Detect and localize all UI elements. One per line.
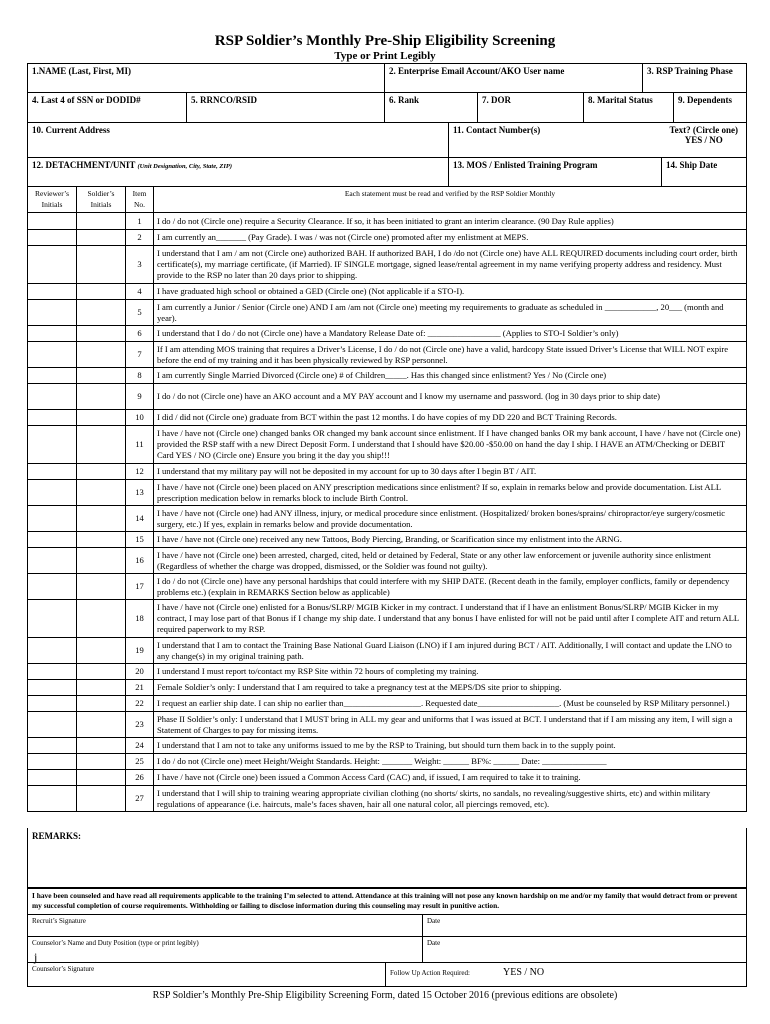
soldier-initials-cell[interactable] (77, 532, 126, 548)
ssn-field[interactable] (28, 93, 187, 123)
statement-row (28, 738, 747, 754)
statement-text: I have / have not (Circle one) received any new Tattoos, Body Piercing, Branding, or Scarification since my enlistment into the ARNG. (154, 532, 747, 548)
soldier-initials-cell[interactable] (77, 342, 126, 368)
reviewer-initials-cell[interactable] (28, 326, 77, 342)
statement-row (28, 213, 747, 230)
detachment-note: (Unit Designation, City, State, ZIP) (137, 163, 232, 170)
email-field[interactable] (385, 64, 643, 93)
soldier-initials-cell[interactable] (77, 300, 126, 326)
soldier-initials-cell[interactable] (77, 786, 126, 812)
soldier-initials-cell[interactable] (77, 410, 126, 426)
item-number: 12 (126, 464, 154, 480)
statement-text: I have / have not (Circle one) been issued a Common Access Card (CAC) and, if issued, I am required to take it to training. (154, 770, 747, 786)
form-footer: RSP Soldier’s Monthly Pre-Ship Eligibility Screening Form, dated 15 October 2016 (previous editions are obsolete) (152, 990, 618, 1001)
item-number: 10 (126, 410, 154, 426)
text-yes-no: YES / NO (684, 135, 723, 145)
item-number: 1 (126, 213, 154, 230)
reviewer-initials-cell[interactable] (28, 754, 77, 770)
soldier-initials-cell[interactable] (77, 464, 126, 480)
soldier-initials-cell[interactable] (77, 680, 126, 696)
address-label: 10. Current Address (32, 125, 110, 135)
reviewer-initials-cell[interactable] (28, 284, 77, 300)
item-number: 15 (126, 532, 154, 548)
item-number: 26 (126, 770, 154, 786)
soldier-initials-cell[interactable] (77, 664, 126, 680)
reviewer-initials-cell[interactable] (28, 410, 77, 426)
statement-text: I have / have not (Circle one) had ANY illness, injury, or medical procedure since enlistment. (Hospitalized/ broken bones/sprains/ chiropractor/eye surgery/cosmetic surgery, etc.) If yes, explain in remarks below and provide documentation. (154, 506, 747, 532)
reviewer-initials-cell[interactable] (28, 384, 77, 410)
reviewer-initials-cell[interactable] (28, 480, 77, 506)
statement-row (28, 384, 747, 410)
text-option[interactable] (662, 123, 747, 158)
statement-text: I have / have not (Circle one) changed banks OR changed my bank account since enlistment. If I have changed banks OR my bank account, I have / have not (Circle one) provided the RSP staff with a new Direct Deposit Form. I understand that I should have $20.00 -$50.00 on hand the day I ship. I HAVE an ATM/Checking or DEBIT Card YES / NO (Circle one) Ensure you bring it the day you ship!!! (154, 426, 747, 464)
recruit-signature-row (27, 915, 747, 937)
statement-row (28, 664, 747, 680)
statement-row (28, 506, 747, 532)
statement-row (28, 326, 747, 342)
dependents-field[interactable] (674, 93, 747, 123)
remarks-box[interactable] (27, 828, 747, 888)
item-number: 14 (126, 506, 154, 532)
counselor-signature-row (27, 963, 747, 987)
statement-text: I understand that I am not to take any uniforms issued to me by the RSP to Training, but should turn them back in to the supply point. (154, 738, 747, 754)
rrnco-field[interactable] (187, 93, 385, 123)
item-number: 24 (126, 738, 154, 754)
soldier-initials-cell[interactable] (77, 696, 126, 712)
header-row-1 (27, 63, 747, 93)
counselor-name-label: Counselor’s Name and Duty Position (type or print legibly) (32, 939, 199, 947)
soldier-initials-cell[interactable] (77, 638, 126, 664)
date-label-2: Date (427, 939, 441, 947)
reviewer-initials-cell[interactable] (28, 246, 77, 284)
form-title: RSP Soldier’s Monthly Pre-Ship Eligibility Screening (214, 33, 556, 49)
soldier-column-header: Soldier’s Initials (77, 187, 126, 213)
soldier-initials-cell[interactable] (77, 754, 126, 770)
statements-header-row (28, 187, 747, 213)
statement-row (28, 246, 747, 284)
counselor-name-row (27, 937, 747, 963)
detachment-field[interactable] (28, 158, 449, 187)
counselor-signature-label: Counselor’s Signature (32, 965, 95, 973)
reviewer-initials-cell[interactable] (28, 600, 77, 638)
soldier-initials-cell[interactable] (77, 738, 126, 754)
mos-field[interactable] (449, 158, 662, 187)
statement-text: I have / have not (Circle one) enlisted for a Bonus/SLRP/ MGIB Kicker in my contract. I understand that if I have an enlistment Bonus/SLRP/ MGIB Kicker in my contract, I may lose part of that Bonus if I change my ship date. I understand that any bonus I have enlisted for will not be paid until after I complete AIT and return ALL required paperwork to my RSP. (154, 600, 747, 638)
statement-row (28, 284, 747, 300)
statement-text: I am currently an_______ (Pay Grade). I was / was not (Circle one) promoted after my enlistment at MEPS. (154, 230, 747, 246)
acknowledgement-text: I have been counseled and have read all requirements applicable to the training I’m selected to attend. Attendance at this training will not pose any known hardship on me and/or my family that would detract from or prevent my successful completion of course requirements. Withholding or failing to disclose information during this counseling may result in punitive action. (27, 888, 747, 915)
soldier-initials-cell[interactable] (77, 384, 126, 410)
statement-text: I understand that I will ship to training wearing appropriate civilian clothing (no shorts/ skirts, no sandals, no revealing/suggestive shirts, etc) and within military regulations of appearance (i.e. haircuts, male’s faces shaven, hair all one natural color, all piercings removed, etc). (154, 786, 747, 812)
reviewer-initials-cell[interactable] (28, 506, 77, 532)
ship-date-field[interactable] (662, 158, 747, 187)
soldier-initials-cell[interactable] (77, 480, 126, 506)
reviewer-initials-cell[interactable] (28, 712, 77, 738)
reviewer-initials-cell[interactable] (28, 548, 77, 574)
item-number: 4 (126, 284, 154, 300)
reviewer-initials-cell[interactable] (28, 464, 77, 480)
statement-text: I request an earlier ship date. I can ship no earlier than__________________. Requested date___________________. (Must be counseled by RSP Military personnel.) (154, 696, 747, 712)
rank-field[interactable] (385, 93, 478, 123)
statement-text: I do / do not (Circle one) have any personal hardships that could interfere with my SHIP DATE. (Recent death in the family, employer conflicts, family or dependency problems etc.) (explain in REMARKS Section below as applicable) (154, 574, 747, 600)
statement-text: I have / have not (Circle one) been arrested, charged, cited, held or detained by Federal, State or any other law enforcement or juvenile authority since enlistment (Regardless of whether the charge was dropped, dismissed, or the Soldier was found not guilty). (154, 548, 747, 574)
contact-field[interactable] (449, 123, 662, 158)
form-subtitle: Type or Print Legibly (334, 50, 436, 62)
item-number: 6 (126, 326, 154, 342)
reviewer-initials-cell[interactable] (28, 342, 77, 368)
statement-row (28, 368, 747, 384)
statement-row (28, 786, 747, 812)
soldier-initials-cell[interactable] (77, 548, 126, 574)
item-number: 27 (126, 786, 154, 812)
reviewer-initials-cell[interactable] (28, 664, 77, 680)
item-number: 21 (126, 680, 154, 696)
dependents-label: 9. Dependents (678, 95, 733, 105)
recruit-signature-label: Recruit’s Signature (32, 917, 86, 925)
item-number: 11 (126, 426, 154, 464)
statement-row (28, 680, 747, 696)
statement-text: I understand that I am to contact the Training Base National Guard Liaison (LNO) if I am injured during BCT / AIT. Additionally, I will contact and update the LNO to any change(s) in my original training path. (154, 638, 747, 664)
statement-row (28, 638, 747, 664)
statement-text: I understand that my military pay will not be deposited in my account for up to 30 days after I begin BT / AIT. (154, 464, 747, 480)
item-number: 23 (126, 712, 154, 738)
item-number: 5 (126, 300, 154, 326)
item-number: 19 (126, 638, 154, 664)
soldier-initials-cell[interactable] (77, 284, 126, 300)
ssn-label: 4. Last 4 of SSN or DODID# (32, 95, 141, 105)
statement-text: I have graduated high school or obtained a GED (Circle one) (Not applicable if a STO-I). (154, 284, 747, 300)
statement-text: I understand that I do / do not (Circle one) have a Mandatory Release Date of: _________________ (Applies to STO-I Soldier’s only) (154, 326, 747, 342)
item-number: 17 (126, 574, 154, 600)
reviewer-initials-cell[interactable] (28, 574, 77, 600)
statement-row (28, 600, 747, 638)
statement-row (28, 230, 747, 246)
soldier-initials-cell[interactable] (77, 368, 126, 384)
reviewer-initials-cell[interactable] (28, 696, 77, 712)
follow-up-yes-no[interactable]: YES / NO (503, 967, 545, 978)
soldier-initials-cell[interactable] (77, 506, 126, 532)
statement-text: I am currently a Junior / Senior (Circle one) AND I am /am not (Circle one) meeting my requirements to graduate as scheduled in ____________, 20___ (month and year). (154, 300, 747, 326)
remarks-label: REMARKS: (32, 831, 81, 841)
statement-row (28, 464, 747, 480)
name-field[interactable] (28, 64, 385, 93)
statement-row (28, 410, 747, 426)
statement-row (28, 770, 747, 786)
soldier-initials-cell[interactable] (77, 574, 126, 600)
date-label-1: Date (427, 917, 441, 925)
reviewer-initials-cell[interactable] (28, 532, 77, 548)
reviewer-initials-cell[interactable] (28, 426, 77, 464)
header-row-2 (27, 92, 747, 123)
mos-label: 13. MOS / Enlisted Training Program (453, 160, 598, 170)
header-row-3 (27, 122, 747, 158)
statement-text: Female Soldier’s only: I understand that I am required to take a pregnancy test at the MEPS/DS site prior to shipping. (154, 680, 747, 696)
rrnco-label: 5. RRNCO/RSID (191, 95, 258, 105)
soldier-initials-cell[interactable] (77, 213, 126, 230)
reviewer-initials-cell[interactable] (28, 300, 77, 326)
statement-column-header: Each statement must be read and verified by the RSP Soldier Monthly (154, 187, 747, 213)
item-number: 16 (126, 548, 154, 574)
statement-row (28, 754, 747, 770)
soldier-initials-cell[interactable] (77, 770, 126, 786)
item-number: 7 (126, 342, 154, 368)
phase-field[interactable] (643, 64, 747, 93)
statement-row (28, 426, 747, 464)
follow-up-label: Follow Up Action Required: (390, 969, 470, 977)
statement-row (28, 300, 747, 326)
reviewer-initials-cell[interactable] (28, 680, 77, 696)
counselor-name-value[interactable]: j (34, 950, 38, 964)
reviewer-initials-cell[interactable] (28, 213, 77, 230)
soldier-initials-cell[interactable] (77, 326, 126, 342)
item-number: 22 (126, 696, 154, 712)
item-number: 18 (126, 600, 154, 638)
item-number: 25 (126, 754, 154, 770)
soldier-initials-cell[interactable] (77, 246, 126, 284)
statement-row (28, 712, 747, 738)
statements-table (27, 186, 747, 812)
reviewer-initials-cell[interactable] (28, 638, 77, 664)
text-circle-label: Text? (Circle one) (669, 125, 738, 135)
detachment-label: 12. DETACHMENT/UNIT (32, 160, 136, 170)
soldier-initials-cell[interactable] (77, 230, 126, 246)
reviewer-initials-cell[interactable] (28, 230, 77, 246)
statement-text: I understand I must report to/contact my RSP Site within 72 hours of completing my training. (154, 664, 747, 680)
statement-row (28, 480, 747, 506)
dor-label: 7. DOR (482, 95, 511, 105)
reviewer-initials-cell[interactable] (28, 368, 77, 384)
email-label: 2. Enterprise Email Account/AKO User name (389, 66, 565, 76)
statement-row (28, 548, 747, 574)
soldier-initials-cell[interactable] (77, 426, 126, 464)
soldier-initials-cell[interactable] (77, 712, 126, 738)
marital-field[interactable] (584, 93, 674, 123)
item-number: 3 (126, 246, 154, 284)
statement-row (28, 342, 747, 368)
marital-label: 8. Marital Status (588, 95, 653, 105)
statement-text: Phase II Soldier’s only: I understand that I MUST bring in ALL my gear and uniforms that I was issued at BCT. I understand that if I am missing any item, I will sign a Statement of Charges to pay for missing items. (154, 712, 747, 738)
item-number: 8 (126, 368, 154, 384)
reviewer-initials-cell[interactable] (28, 786, 77, 812)
header-row-4 (27, 157, 747, 187)
reviewer-initials-cell[interactable] (28, 770, 77, 786)
statement-row (28, 696, 747, 712)
statement-row (28, 574, 747, 600)
statement-text: I understand that I am / am not (Circle one) authorized BAH. If authorized BAH, I do /do not (Circle one) have ALL REQUIRED documents including court order, birth certificate(s), my marriage certificate, (if Married). IF SINGLE mortgage, signed lease/rental agreement in my name verifying property address and residency. Must provide to the RSP no later than 20 days prior to shipping. (154, 246, 747, 284)
statement-text: I do / do not (Circle one) require a Security Clearance. If so, it has been initiated to grant an interim clearance. (90 Day Rule applies) (154, 213, 747, 230)
name-label: 1.NAME (Last, First, MI) (32, 66, 131, 76)
item-column-header: Item No. (126, 187, 154, 213)
address-field[interactable] (28, 123, 449, 158)
statement-text: I do / do not (Circle one) have an AKO account and a MY PAY account and I know my username and password. (log in 30 days prior to ship date) (154, 384, 747, 410)
statement-text: I am currently Single Married Divorced (Circle one) # of Children_____. Has this changed since enlistment? Yes / No (Circle one) (154, 368, 747, 384)
contact-label: 11. Contact Number(s) (453, 125, 541, 135)
ship-date-label: 14. Ship Date (666, 160, 718, 170)
item-number: 13 (126, 480, 154, 506)
statement-row (28, 532, 747, 548)
statement-text: If I am attending MOS training that requires a Driver’s License, I do / do not (Circle one) have a valid, hardcopy State issued Driver’s License that WILL NOT expire before the end of my training and it has been physically reviewed by RSP personnel. (154, 342, 747, 368)
soldier-initials-cell[interactable] (77, 600, 126, 638)
statement-text: I do / do not (Circle one) meet Height/Weight Standards. Height: _______ Weight: ______ BF%: ______ Date: _______________ (154, 754, 747, 770)
reviewer-initials-cell[interactable] (28, 738, 77, 754)
phase-label: 3. RSP Training Phase (647, 66, 733, 76)
item-number: 20 (126, 664, 154, 680)
item-number: 2 (126, 230, 154, 246)
rank-label: 6. Rank (389, 95, 420, 105)
item-number: 9 (126, 384, 154, 410)
reviewer-column-header: Reviewer’s Initials (28, 187, 77, 213)
dor-field[interactable] (478, 93, 584, 123)
statement-text: I have / have not (Circle one) been placed on ANY prescription medications since enlistment? If so, explain in remarks below and provide documentation. List ALL prescription medication below in remarks block to include Birth Control. (154, 480, 747, 506)
statement-text: I did / did not (Circle one) graduate from BCT within the past 12 months. I do have copies of my DD 220 and BCT Training Records. (154, 410, 747, 426)
